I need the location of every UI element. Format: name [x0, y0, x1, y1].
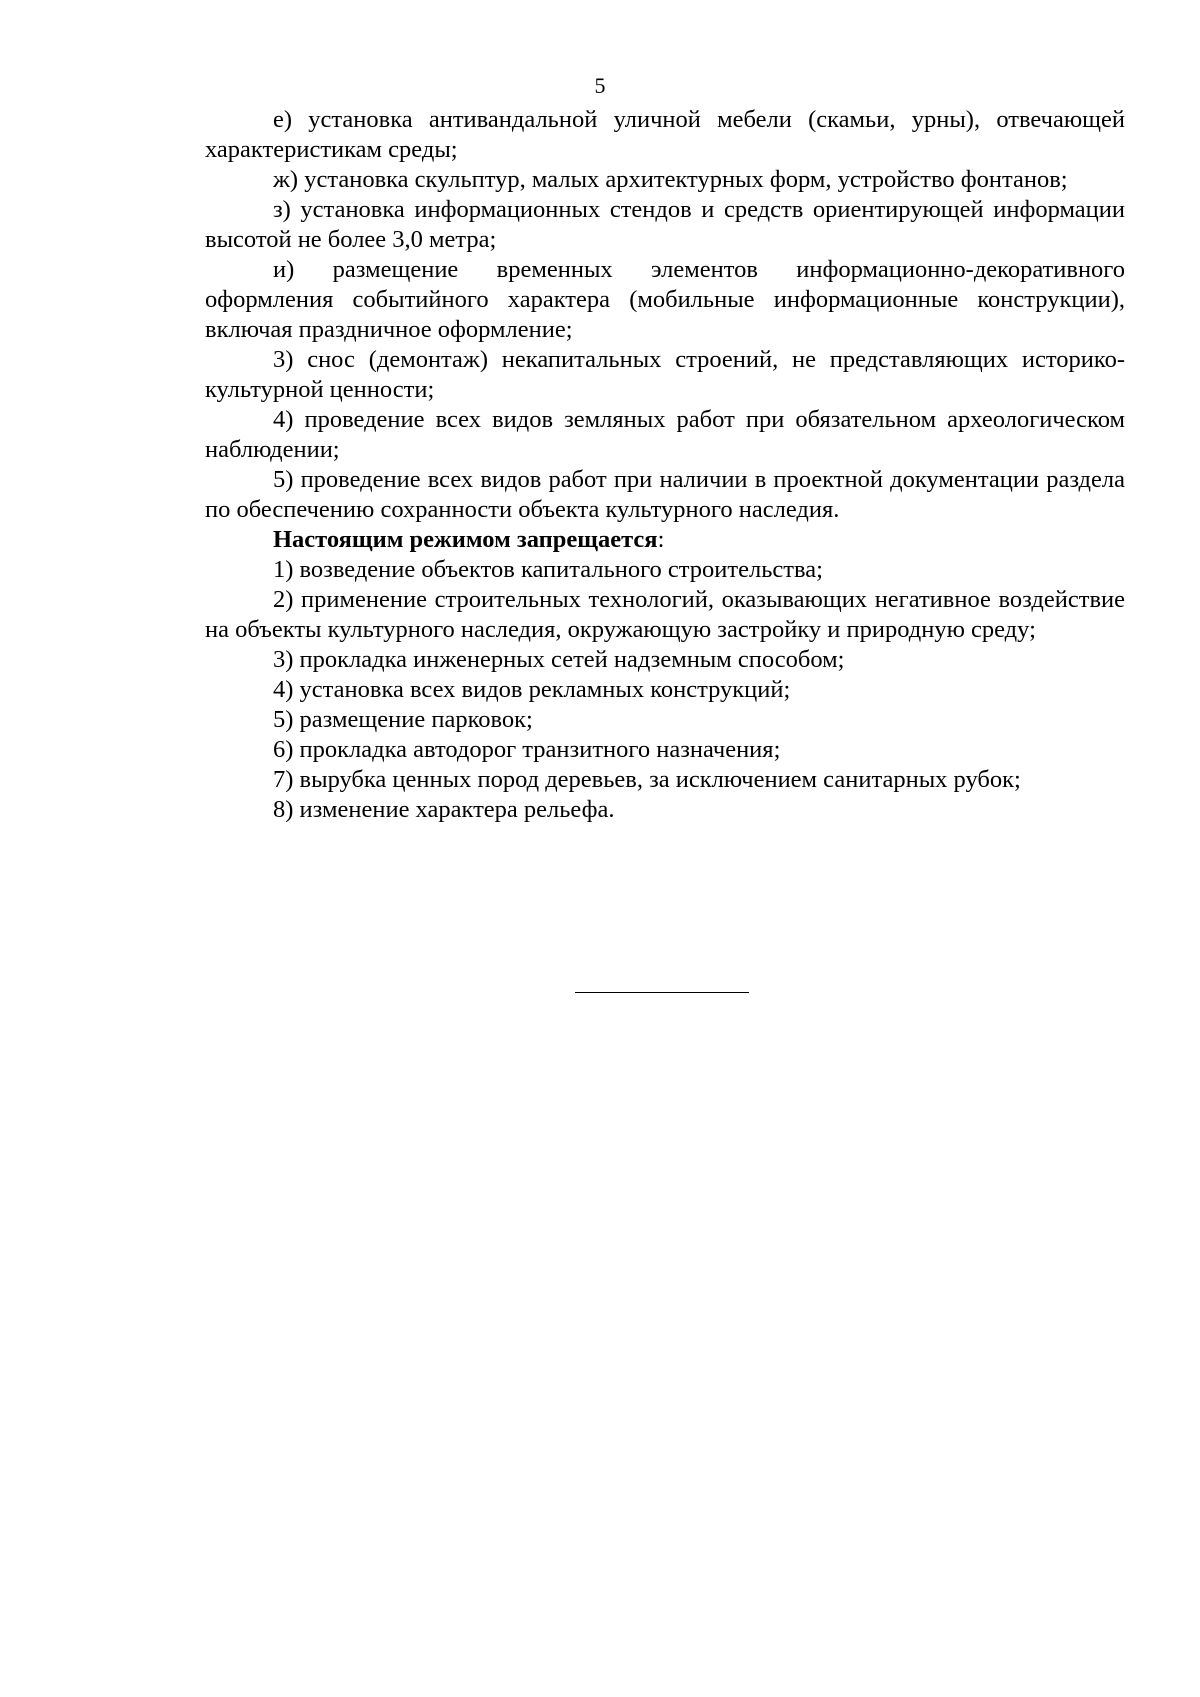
prohibited-item-8: 8) изменение характера рельефа.: [273, 796, 615, 823]
prohibited-heading-colon: :: [657, 526, 665, 553]
paragraph-e: е) установка антивандальной уличной мебели (скамьи, урны), отвечающей характеристикам среды;: [205, 106, 1125, 163]
prohibited-item-1: 1) возведение объектов капитального строительства;: [273, 556, 823, 583]
page-number: 5: [594, 73, 606, 98]
prohibited-item-2: 2) применение строительных технологий, оказывающих негативное воздействие на объекты культурного наследия, окружающую застройку и природную среду;: [205, 586, 1125, 643]
paragraph-zh: ж) установка скульптур, малых архитектурных форм, устройство фонтанов;: [273, 166, 1068, 193]
prohibited-heading-line: [205, 525, 1125, 555]
prohibited-heading: Настоящим режимом запрещается: [273, 526, 658, 553]
end-of-document-rule: [575, 992, 749, 993]
prohibited-item-4: 4) установка всех видов рекламных конструкций;: [273, 676, 791, 703]
prohibited-item-3: 3) прокладка инженерных сетей надземным способом;: [273, 646, 845, 673]
prohibited-item-6: 6) прокладка автодорог транзитного назначения;: [273, 736, 781, 763]
document-body: [205, 105, 1125, 825]
paragraph-z: з) установка информационных стендов и средств ориентирующей информации высотой не более 3,0 метра;: [205, 196, 1125, 253]
paragraph-4: 4) проведение всех видов земляных работ при обязательном археологическом наблюдении;: [205, 406, 1125, 463]
prohibited-item-7: 7) вырубка ценных пород деревьев, за исключением санитарных рубок;: [273, 766, 1021, 793]
paragraph-3: 3) снос (демонтаж) некапитальных строений, не представляющих историко-культурной ценности;: [205, 346, 1125, 403]
paragraph-5: 5) проведение всех видов работ при наличии в проектной документации раздела по обеспечению сохранности объекта культурного наследия.: [205, 466, 1125, 523]
paragraph-i: и) размещение временных элементов информационно-декоративного оформления событийного характера (мобильные информационные конструкции), включая праздничное оформление;: [205, 256, 1125, 343]
prohibited-item-5: 5) размещение парковок;: [273, 706, 533, 733]
